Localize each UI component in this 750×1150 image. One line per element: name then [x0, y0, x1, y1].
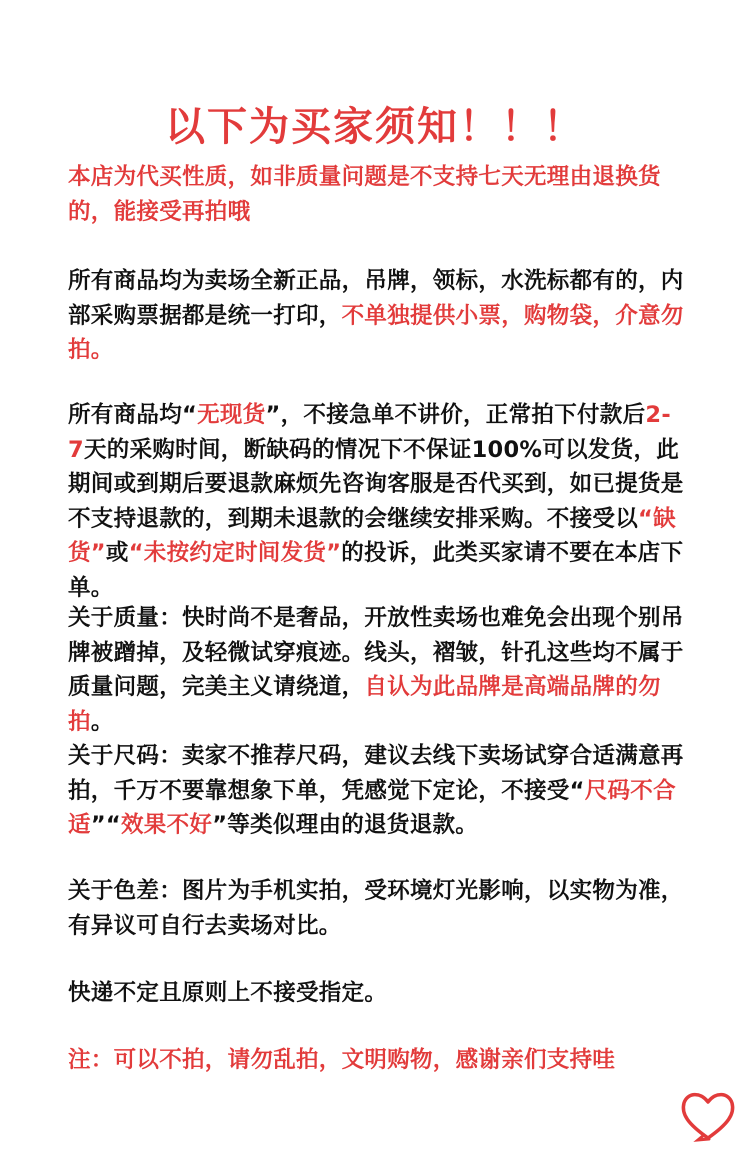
- authenticity-section: [68, 264, 686, 368]
- size-text-2: ”“: [90, 812, 121, 838]
- authenticity-warning: 不单独提供小票，购物袋，介意勿拍。: [68, 302, 684, 363]
- stock-section: [68, 398, 686, 605]
- heart-icon: [678, 1088, 738, 1142]
- size-text-1: 关于尺码：卖家不推荐尺码，建议去线下卖场试穿合适满意再拍，千万不要靠想象下单，凭感觉下定论，不接受“: [68, 743, 684, 804]
- stock-out-of-stock: “缺货”: [68, 505, 676, 566]
- footer-note: 注：可以不拍，请勿乱拍，文明购物，感谢亲们支持哇: [68, 1047, 616, 1073]
- stock-text-1: 所有商品均“: [68, 402, 198, 428]
- quality-text-2: 。: [90, 708, 114, 735]
- stock-text-4: 或: [105, 540, 129, 566]
- stock-days: 2-7: [68, 402, 671, 463]
- stock-text-2: ”，不接急单不讲价，正常拍下付款后: [265, 402, 646, 428]
- stock-text-3: 天的采购时间，断缺码的情况下不保证100%可以发货，此期间或到期后要退款麻烦先咨询客服是否代买到，如已提货是不支持退款的，到期未退款的会继续安排采购。不接受以: [68, 436, 684, 532]
- delivery-notice: 快递不定且原则上不接受指定。: [68, 980, 388, 1006]
- authenticity-text: 所有商品均为卖场全新正品，吊牌，领标，水洗标都有的，内部采购票据都是统一打印，: [68, 268, 684, 329]
- stock-text-5: 的投诉，此类买家请不要在本店下单。: [68, 540, 684, 601]
- quality-section: [68, 601, 686, 739]
- stock-no-inventory: 无现货: [197, 402, 266, 428]
- size-bad-effect: 效果不好: [121, 812, 213, 838]
- page-title: 以下为买家须知！！！: [165, 103, 585, 150]
- intro-notice: 本店为代买性质，如非质量问题是不支持七天无理由退换货的，能接受再拍哦: [68, 164, 661, 225]
- size-section: [68, 739, 686, 843]
- color-section: 关于色差：图片为手机实拍，受环境灯光影响，以实物为准，有异议可自行去卖场对比。: [68, 878, 684, 939]
- stock-late-delivery: “未按约定时间发货”: [128, 540, 342, 566]
- size-not-fit: 尺码不合适: [68, 777, 676, 838]
- quality-text-1: 关于质量：快时尚不是奢品，开放性卖场也难免会出现个别吊牌被蹭掉，及轻微试穿痕迹。线头，褶皱，针孔这些均不属于质量问题，完美主义请绕道，: [68, 605, 684, 700]
- quality-warning: 自认为此品牌是高端品牌的勿拍: [68, 674, 661, 735]
- size-text-3: ”等类似理由的退货退款。: [212, 812, 479, 838]
